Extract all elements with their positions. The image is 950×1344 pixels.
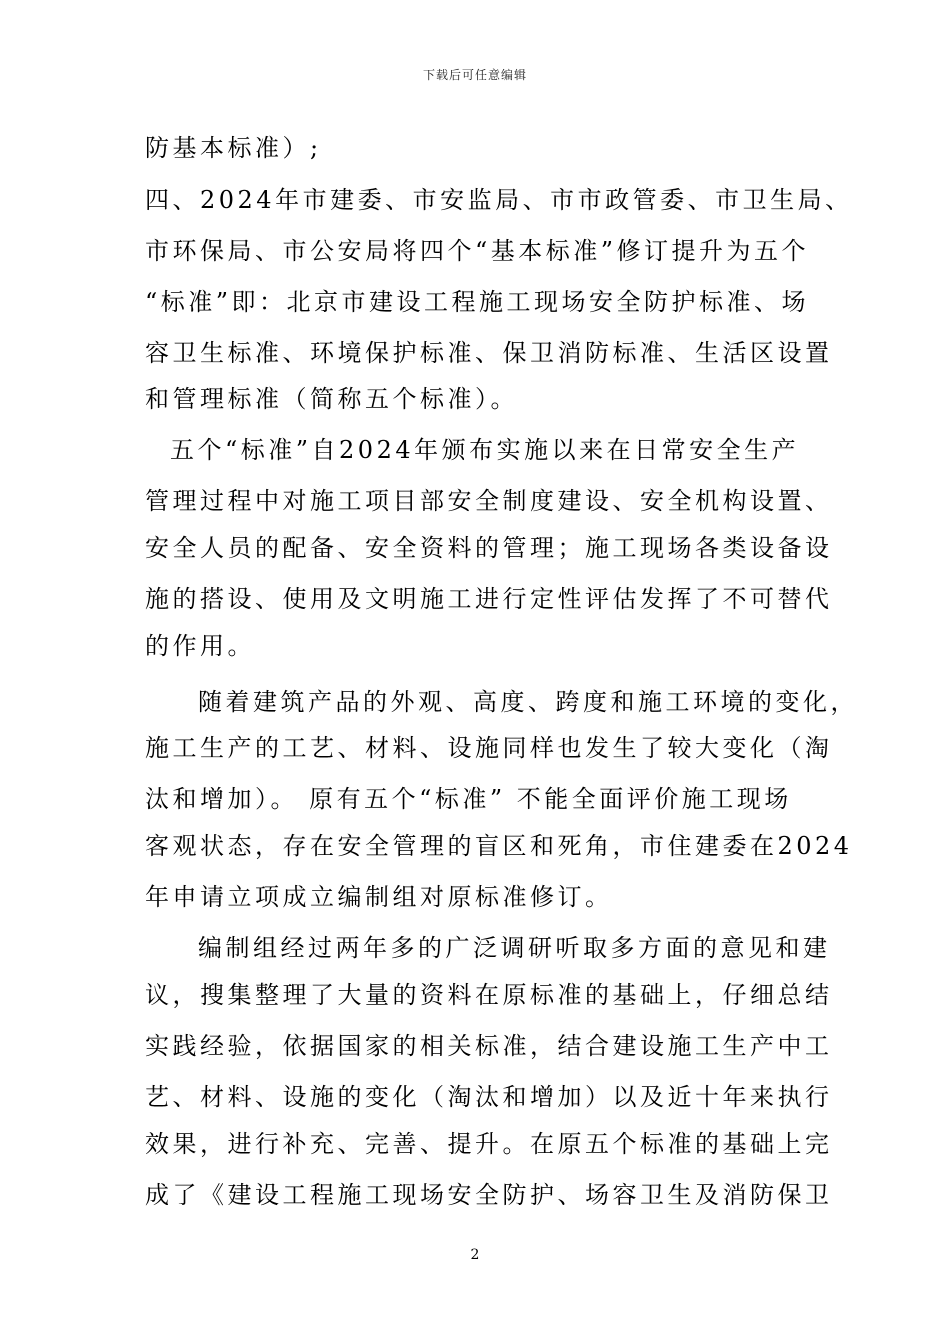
text-line: 年申请立项成立编制组对原标准修订。 [145, 883, 613, 911]
text-line: 成了《建设工程施工现场安全防护、场容卫生及消防保卫 [145, 1181, 833, 1209]
text-line: 和管理标准（简称五个标准）。 [145, 385, 518, 413]
text-line: 效果，进行补充、完善、提升。在原五个标准的基础上完 [145, 1130, 833, 1158]
page-number: 2 [470, 1247, 480, 1263]
text-line: 防基本标准）; [145, 134, 322, 162]
text-line: 实践经验，依据国家的相关标准，结合建设施工生产中工 [145, 1032, 833, 1060]
text-line: 随着建筑产品的外观、高度、跨度和施工环境的变化， [198, 688, 858, 716]
page-header: 下载后可任意编辑 [422, 68, 527, 82]
text-line: 汰和增加）。 原有五个“标准” 不能全面评价施工现场 [145, 785, 792, 813]
text-line: 客观状态，存在安全管理的盲区和死角，市住建委在2024 [145, 832, 853, 860]
text-line: “标准”即：北京市建设工程施工现场安全防护标准、场 [145, 288, 810, 316]
text-line: 编制组经过两年多的广泛调研听取多方面的意见和建 [198, 934, 831, 962]
text-line: 市环保局、市公安局将四个“基本标准”修订提升为五个 [145, 237, 810, 265]
text-line: 安全人员的配备、安全资料的管理；施工现场各类设备设 [145, 534, 833, 562]
text-line: 容卫生标准、环境保护标准、保卫消防标准、生活区设置 [145, 339, 833, 367]
text-line: 艺、材料、设施的变化（淘汰和增加）以及近十年来执行 [145, 1083, 833, 1111]
text-line: 施的搭设、使用及文明施工进行定性评估发挥了不可替代 [145, 585, 833, 613]
text-line: 管理过程中对施工项目部安全制度建设、安全机构设置、 [145, 487, 833, 515]
text-line: 五个“标准”自2024年颁布实施以来在日常安全生产 [170, 436, 800, 464]
text-line: 议，搜集整理了大量的资料在原标准的基础上，仔细总结 [145, 981, 833, 1009]
text-line: 四、2024年市建委、市安监局、市市政管委、市卫生局、 [145, 186, 853, 214]
text-line: 的作用。 [145, 632, 255, 660]
text-line: 施工生产的工艺、材料、设施同样也发生了较大变化（淘 [145, 734, 833, 762]
